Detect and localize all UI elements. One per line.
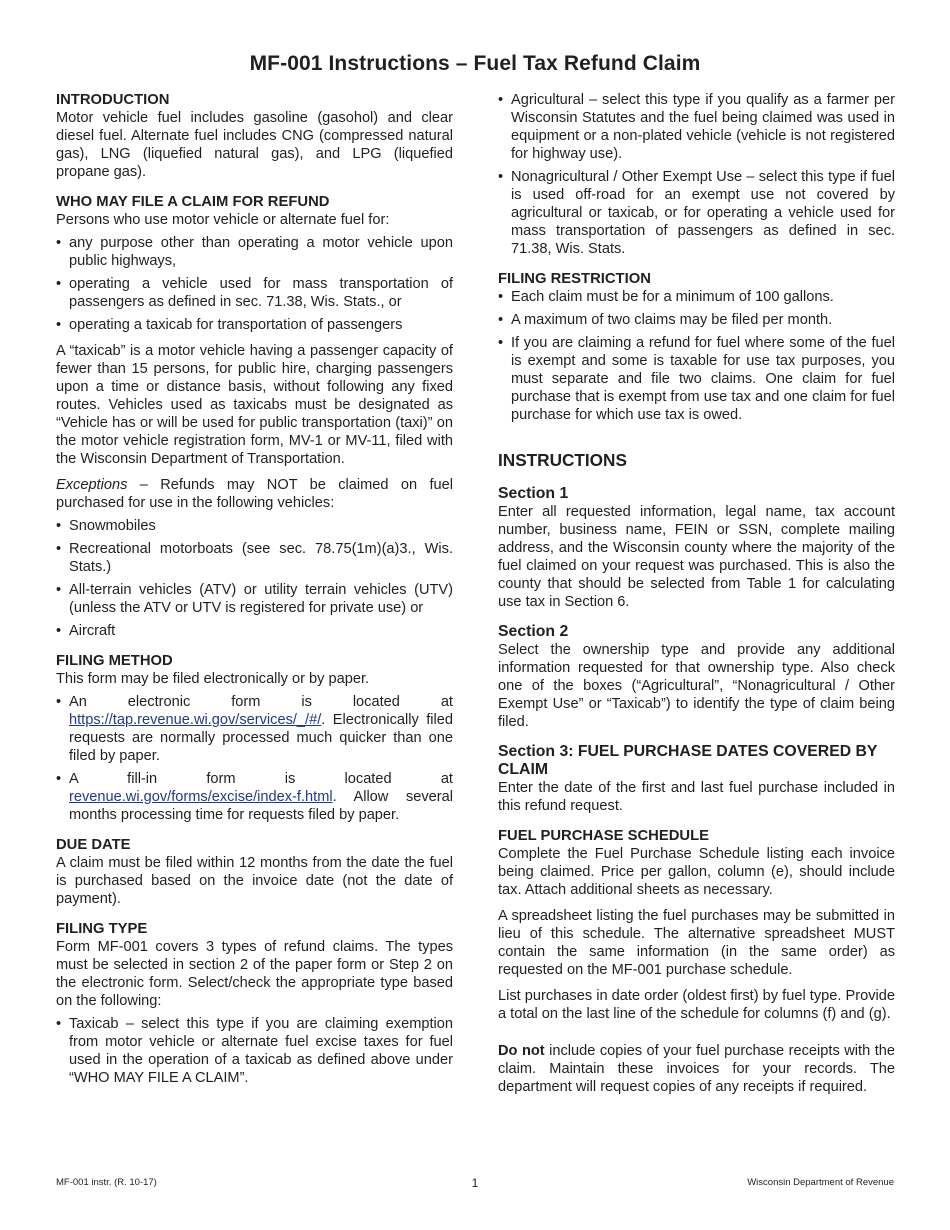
- exceptions-text: [56, 476, 453, 512]
- right-column: [498, 91, 895, 1096]
- filing-method-list: [56, 693, 453, 824]
- electronic-form-link[interactable]: https://tap.revenue.wi.gov/services/_/#/: [69, 712, 322, 728]
- list-item: • operating a vehicle used for mass transportation of passengers as defined in sec. 71.38, Wis. Stats., or: [56, 275, 453, 311]
- section-3-heading: Section 3: FUEL PURCHASE DATES COVERED BY CLAIM: [498, 743, 878, 778]
- form-revision: MF-001 instr. (R. 10-17): [56, 1177, 157, 1188]
- introduction-heading: INTRODUCTION: [56, 92, 170, 108]
- section-2-text: Select the ownership type and provide any additional information requested for that ownership type. Also check one of the boxes (“Agricultural”, “Nonagricultural / Other Exempt Use” or “Taxicab”) to identify the type of claim being filed.: [498, 642, 895, 730]
- schedule-text-1: Complete the Fuel Purchase Schedule listing each invoice being claimed. Price per gallon, column (e), should include tax. Attach additional sheets as necessary.: [498, 846, 895, 898]
- section-1-heading: Section 1: [498, 485, 569, 502]
- filing-type-heading: FILING TYPE: [56, 921, 148, 937]
- who-may-file-heading: WHO MAY FILE A CLAIM FOR REFUND: [56, 194, 330, 210]
- list-item: • operating a taxicab for transportation of passengers: [56, 316, 453, 334]
- list-item: • Nonagricultural / Other Exempt Use – select this type if fuel is used off-road for an exempt use not covered by agricultural or taxicab, or for operating a vehicle used for mass transportation of passengers as defined in sec. 71.38, Wis. Stats.: [498, 168, 895, 258]
- list-item: • Agricultural – select this type if you qualify as a farmer per Wisconsin Statutes and the fuel being claimed was used in equipment or a non-plated vehicle (vehicle is not registered for highway use).: [498, 91, 895, 163]
- who-may-file-list: [56, 234, 453, 334]
- list-item: [56, 770, 453, 824]
- due-date-heading: DUE DATE: [56, 837, 131, 853]
- due-date-text: A claim must be filed within 12 months from the date the fuel is purchased based on the invoice date (not the date of payment).: [56, 855, 453, 907]
- schedule-text-4: [498, 1042, 895, 1096]
- fuel-purchase-schedule-heading: FUEL PURCHASE SCHEDULE: [498, 828, 710, 844]
- list-item: • Snowmobiles: [56, 517, 453, 535]
- page-number: 1: [471, 1176, 479, 1190]
- exceptions-label: Exceptions: [56, 477, 128, 493]
- filing-method-heading: FILING METHOD: [56, 653, 173, 669]
- taxicab-definition: A “taxicab” is a motor vehicle having a passenger capacity of fewer than 15 persons, for public hire, charging passengers upon a time or distance basis, without following any fixed routes. Vehicles used as taxicabs must be designated as “Vehicle has or will be used for public transportation (taxi)” on the motor vehicle registration form, MV-1 or MV-11, filed with the Wisconsin Department of Transportation.: [56, 343, 453, 467]
- filing-restriction-heading: FILING RESTRICTION: [498, 271, 651, 287]
- schedule-text-4-body: include copies of your fuel purchase receipts with the claim. Maintain these invoices for your records. The department will request copies of any receipts if required.: [498, 1043, 895, 1095]
- list-item: • any purpose other than operating a motor vehicle upon public highways,: [56, 234, 453, 270]
- department-name: Wisconsin Department of Revenue: [747, 1177, 894, 1188]
- list-item: • All-terrain vehicles (ATV) or utility terrain vehicles (UTV) (unless the ATV or UTV is registered for private use) or: [56, 581, 453, 617]
- introduction-text: Motor vehicle fuel includes gasoline (gasohol) and clear diesel fuel. Alternate fuel includes CNG (compressed natural gas), LNG (liquefied natural gas), and LPG (liquefied propane gas).: [56, 110, 453, 180]
- filing-restriction-list: [498, 288, 895, 424]
- filing-type-text: Form MF-001 covers 3 types of refund claims. The types must be selected in section 2 of the paper form or Step 2 on the electronic form. Select/check the appropriate type based on the following:: [56, 939, 453, 1009]
- left-column: [56, 91, 453, 1087]
- list-item: • Each claim must be for a minimum of 100 gallons.: [498, 288, 895, 306]
- exceptions-list: [56, 517, 453, 640]
- list-item: [56, 693, 453, 765]
- list-item-text: A fill-in form is located at: [69, 771, 453, 787]
- section-1-text: Enter all requested information, legal name, tax account number, business name, FEIN or SSN, complete mailing address, and the Wisconsin county where the majority of the fuel claimed on your request was purchased. This is also the county that should be selected from Table 1 for calculating use tax in Section 6.: [498, 504, 895, 610]
- filing-method-text: This form may be filed electronically or by paper.: [56, 671, 370, 687]
- exceptions-body: – Refunds may NOT be claimed on fuel purchased for use in the following vehicles:: [56, 477, 453, 511]
- list-item: • A maximum of two claims may be filed per month.: [498, 311, 895, 329]
- list-item-text: An electronic form is located at: [69, 694, 453, 710]
- schedule-text-2: A spreadsheet listing the fuel purchases may be submitted in lieu of this schedule. The alternative spreadsheet MUST contain the same information (in the same order) as requested on the MF-001 purchase schedule.: [498, 908, 895, 978]
- list-item: • Recreational motorboats (see sec. 78.75(1m)(a)3., Wis. Stats.): [56, 540, 453, 576]
- instructions-heading: INSTRUCTIONS: [498, 450, 627, 470]
- fill-in-form-link[interactable]: revenue.wi.gov/forms/excise/index-f.html: [69, 789, 333, 805]
- list-item-text: . Electronically filed requests are normally processed much quicker than one filed by paper.: [69, 712, 453, 764]
- filing-type-list-continued: [498, 91, 895, 258]
- schedule-text-3: List purchases in date order (oldest first) by fuel type. Provide a total on the last line of the schedule for columns (f) and (g).: [498, 988, 895, 1022]
- page-title: MF-001 Instructions – Fuel Tax Refund Claim: [249, 52, 701, 75]
- list-item: • If you are claiming a refund for fuel where some of the fuel is exempt and some is taxable for use tax purposes, you must separate and file two claims. One claim for fuel purchase that is exempt from use tax and one claim for fuel purchase for which use tax is owed.: [498, 334, 895, 424]
- list-item: • Taxicab – select this type if you are claiming exemption from motor vehicle or alternate fuel excise taxes for fuel used in the operation of a taxicab as defined above under “WHO MAY FILE A CLAIM”.: [56, 1015, 453, 1087]
- section-2-heading: Section 2: [498, 623, 569, 640]
- do-not-emphasis: Do not: [498, 1043, 545, 1059]
- section-3-text: Enter the date of the first and last fuel purchase included in this refund request.: [498, 780, 895, 814]
- list-item-text: . Allow several months processing time for requests filed by paper.: [69, 789, 453, 823]
- list-item: • Aircraft: [56, 622, 453, 640]
- who-may-file-text: Persons who use motor vehicle or alternate fuel for:: [56, 212, 390, 228]
- filing-type-list: [56, 1015, 453, 1087]
